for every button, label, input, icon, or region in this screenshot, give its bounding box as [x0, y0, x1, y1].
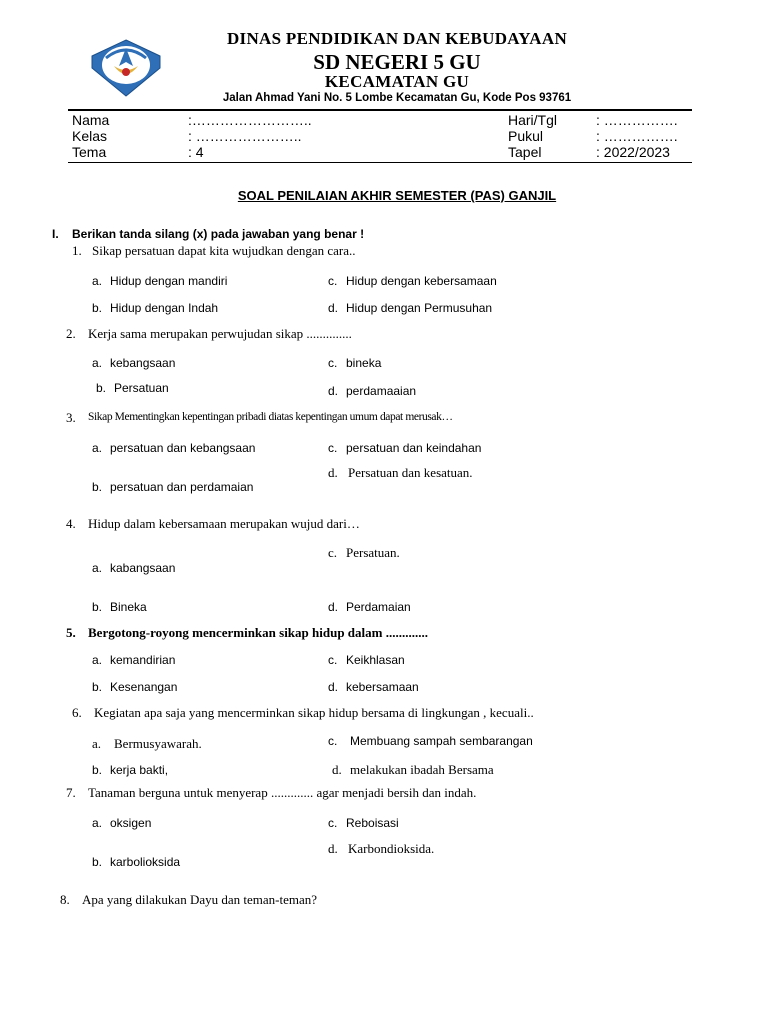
q7-option-c: Reboisasi: [346, 816, 399, 830]
q2-option-c-letter: c.: [328, 356, 338, 370]
kelas-value: : …………………..: [188, 128, 302, 144]
question-1-number: 1.: [72, 243, 82, 258]
header-district: KECAMATAN GU: [324, 72, 470, 91]
q7-option-a: oksigen: [110, 816, 152, 830]
question-6-text: Kegiatan apa saja yang mencerminkan sikap hidup bersama di lingkungan , kecuali..: [94, 705, 534, 720]
tema-value: : 4: [188, 144, 204, 160]
q6-option-c: Membuang sampah sembarangan: [350, 734, 533, 748]
q7-option-b: karbolioksida: [110, 855, 181, 869]
section-instruction: Berikan tanda silang (x) pada jawaban yang benar !: [72, 227, 365, 241]
question-2-text: Kerja sama merupakan perwujudan sikap ..............: [88, 326, 352, 341]
q1-option-b-letter: b.: [92, 301, 103, 315]
q1-option-a: Hidup dengan mandiri: [110, 274, 228, 288]
q3-option-b: persatuan dan perdamaian: [110, 480, 254, 494]
header-divider: [68, 109, 692, 111]
q5-option-d-letter: d.: [328, 680, 339, 694]
question-6-number: 6.: [72, 705, 82, 720]
q6-option-c-letter: c.: [328, 734, 338, 748]
tema-label: Tema: [72, 144, 107, 160]
q5-option-a: kemandirian: [110, 653, 176, 667]
q3-option-d: Persatuan dan kesatuan.: [348, 465, 473, 480]
info-divider: [68, 162, 692, 163]
hari-label: Hari/Tgl: [508, 112, 558, 128]
question-2-number: 2.: [66, 326, 76, 341]
q3-option-b-letter: b.: [92, 480, 103, 494]
tapel-value: : 2022/2023: [596, 144, 670, 160]
q2-option-b: Persatuan: [114, 381, 169, 395]
question-4-number: 4.: [66, 516, 76, 531]
q7-option-d-letter: d.: [328, 841, 338, 856]
q1-option-d-letter: d.: [328, 301, 339, 315]
section-numeral: I.: [52, 227, 59, 241]
q3-option-d-letter: d.: [328, 465, 338, 480]
q5-option-c-letter: c.: [328, 653, 338, 667]
q4-option-b: Bineka: [110, 600, 147, 614]
question-1-text: Sikap persatuan dapat kita wujudkan dengan cara..: [92, 243, 356, 258]
q3-option-c: persatuan dan keindahan: [346, 441, 482, 455]
q2-option-a: kebangsaan: [110, 356, 176, 370]
q3-option-c-letter: c.: [328, 441, 338, 455]
q1-option-a-letter: a.: [92, 274, 103, 288]
q7-option-c-letter: c.: [328, 816, 338, 830]
header-agency: DINAS PENDIDIKAN DAN KEBUDAYAAN: [226, 29, 568, 48]
q6-option-b-letter: b.: [92, 763, 103, 777]
question-3-number: 3.: [66, 410, 76, 425]
q6-option-b: kerja bakti,: [110, 763, 169, 777]
q1-option-c: Hidup dengan kebersamaan: [346, 274, 497, 288]
exam-title: SOAL PENILAIAN AKHIR SEMESTER (PAS) GANJIL: [237, 188, 557, 203]
nama-label: Nama: [72, 112, 110, 128]
q2-option-b-letter: b.: [96, 381, 107, 395]
q1-option-d: Hidup dengan Permusuhan: [346, 301, 493, 315]
q6-option-d: melakukan ibadah Bersama: [350, 762, 494, 777]
q6-option-a-letter: a.: [92, 736, 102, 751]
q1-option-c-letter: c.: [328, 274, 338, 288]
question-3-text: Sikap Mementingkan kepentingan pribadi diatas kepentingan umum dapat merusak…: [88, 411, 453, 423]
q6-option-a: Bermusyawarah.: [114, 736, 202, 751]
q4-option-a-letter: a.: [92, 561, 103, 575]
q4-option-b-letter: b.: [92, 600, 103, 614]
q2-option-a-letter: a.: [92, 356, 103, 370]
question-7-text: Tanaman berguna untuk menyerap ............. agar menjadi bersih dan indah.: [88, 785, 477, 800]
q5-option-c: Keikhlasan: [346, 653, 405, 667]
q7-option-b-letter: b.: [92, 855, 103, 869]
pukul-value: : …………….: [596, 128, 678, 144]
q7-option-d: Karbondioksida.: [348, 841, 435, 856]
question-8-text: Apa yang dilakukan Dayu dan teman-teman?: [82, 892, 317, 907]
q4-option-d: Perdamaian: [346, 600, 411, 614]
q4-option-c-letter: c.: [328, 545, 338, 560]
question-5-number: 5.: [66, 625, 76, 640]
question-7-number: 7.: [66, 785, 76, 800]
q4-option-a: kabangsaan: [110, 561, 176, 575]
q2-option-d: perdamaaian: [346, 384, 417, 398]
q5-option-d: kebersamaan: [346, 680, 419, 694]
q5-option-a-letter: a.: [92, 653, 103, 667]
kelas-label: Kelas: [72, 128, 108, 144]
q4-option-d-letter: d.: [328, 600, 339, 614]
q5-option-b: Kesenangan: [110, 680, 178, 694]
question-4-text: Hidup dalam kebersamaan merupakan wujud dari…: [88, 516, 360, 531]
q2-option-c: bineka: [346, 356, 382, 370]
q5-option-b-letter: b.: [92, 680, 103, 694]
header-address: Jalan Ahmad Yani No. 5 Lombe Kecamatan Gu, Kode Pos 93761: [222, 92, 572, 104]
q3-option-a: persatuan dan kebangsaan: [110, 441, 256, 455]
q1-option-b: Hidup dengan Indah: [110, 301, 219, 315]
hari-value: : …………….: [596, 112, 678, 128]
nama-value: :……………………..: [188, 112, 312, 128]
header-school: SD NEGERI 5 GU: [313, 50, 481, 74]
tapel-label: Tapel: [508, 144, 542, 160]
pukul-label: Pukul: [508, 128, 544, 144]
q2-option-d-letter: d.: [328, 384, 339, 398]
q4-option-c: Persatuan.: [346, 545, 400, 560]
question-8-number: 8.: [60, 892, 70, 907]
q7-option-a-letter: a.: [92, 816, 103, 830]
q6-option-d-letter: d.: [332, 762, 342, 777]
question-5-text: Bergotong-royong mencerminkan sikap hidup dalam .............: [88, 625, 428, 640]
q3-option-a-letter: a.: [92, 441, 103, 455]
